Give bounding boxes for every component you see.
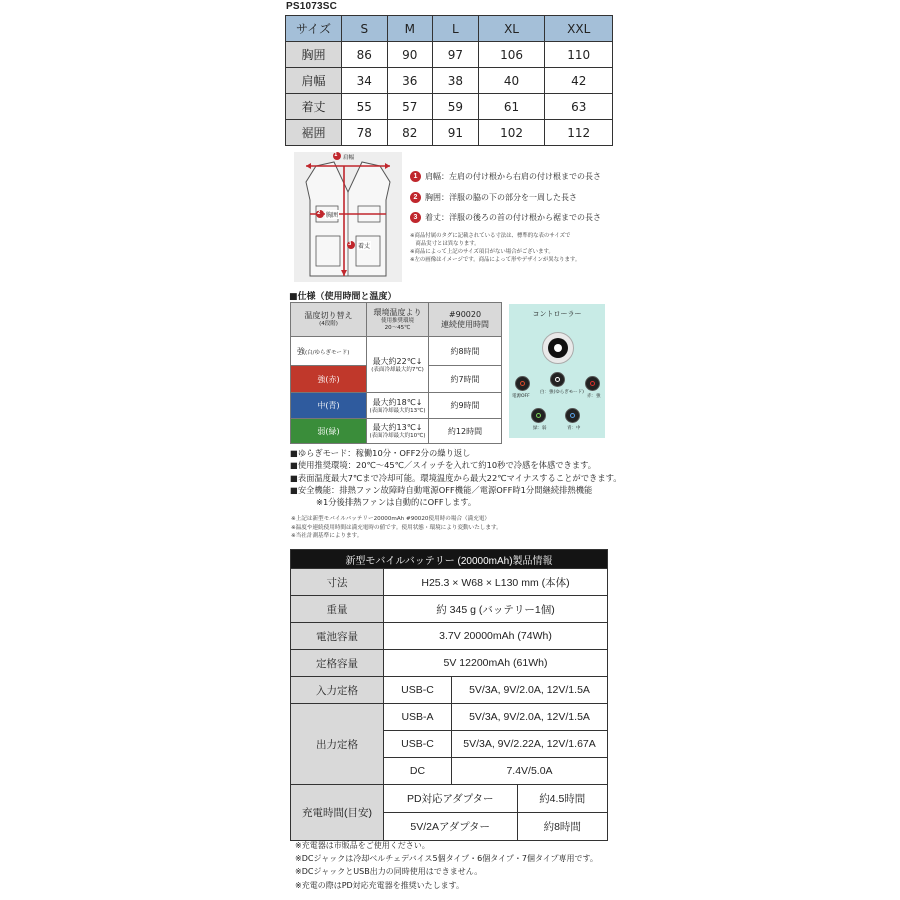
controller-knob-icon [542, 332, 574, 364]
battery-table [290, 549, 608, 841]
marker-1: 1 [334, 152, 338, 158]
table-cell: 7.4V/5.0A [452, 758, 608, 785]
table-cell: 110 [545, 42, 613, 68]
temp-text: 最大約18℃ [372, 397, 416, 407]
size-header-cell: M [387, 16, 433, 42]
legend-text: 胸囲：洋服の脇の下の部分を一周した長さ [425, 193, 577, 202]
shoulder-label: 肩幅 [343, 155, 355, 161]
table-cell: 91 [433, 120, 479, 146]
led-label: 緑：弱 [533, 426, 547, 431]
table-cell: 78 [342, 120, 388, 146]
header-text: #90020 [448, 309, 482, 319]
led-ring-icon [520, 381, 525, 386]
table-cell: 40 [478, 68, 545, 94]
controller-title: コントローラー [532, 310, 582, 318]
table-row [291, 677, 608, 704]
header-subtext: 20～45℃ [384, 324, 411, 331]
list-item: ■安全機能：排熱ファン故障時自動電源OFF機能／電源OFF時1分間継続排熱機能 [290, 484, 593, 495]
legend-text: 肩幅：左肩の付け根から右肩の付け根までの長さ [425, 172, 601, 181]
list-item: ■ゆらぎモード：稼働10分・OFF2分の繰り返し [290, 448, 471, 458]
row-label: 入力定格 [291, 677, 384, 704]
time-cell: 約12時間 [429, 419, 502, 444]
table-row [291, 623, 608, 650]
table-row [286, 42, 613, 68]
header-text: 連続使用時間 [441, 319, 489, 329]
marker-3: 3 [348, 241, 352, 247]
header-cell [429, 303, 502, 337]
table-cell: 59 [433, 94, 479, 120]
header-text: 温度切り替え [304, 311, 353, 320]
size-header-cell: XL [478, 16, 545, 42]
time-cell: 約7時間 [429, 366, 502, 393]
legend-item [410, 192, 577, 203]
table-row [286, 94, 613, 120]
led-blue-icon [565, 408, 580, 423]
spec-section-title: ■仕様（使用時間と温度） [289, 292, 397, 302]
down-arrow-icon: ↓ [415, 397, 423, 407]
temp-cell [367, 337, 429, 393]
port-cell: USB-C [384, 677, 452, 704]
size-header-cell: S [342, 16, 388, 42]
battery-notes [295, 839, 598, 892]
number-badge: 3 [410, 212, 421, 223]
table-cell: 5V 12200mAh (61Wh) [384, 650, 608, 677]
table-cell: 55 [342, 94, 388, 120]
led-ring-icon [555, 377, 560, 382]
chest-label: 胸囲 [326, 212, 339, 219]
size-notes [410, 232, 580, 264]
note-line: ※商品によって上記のサイズ項目がない場合がございます。 [410, 249, 554, 255]
spec-header-row [291, 303, 502, 337]
marker-2: 2 [317, 210, 321, 216]
controller-panel [509, 304, 605, 438]
table-cell: 5V/3A, 9V/2.0A, 12V/1.5A [452, 677, 608, 704]
charge-cell [384, 785, 608, 813]
table-cell: 36 [387, 68, 433, 94]
mode-cell: 強(赤) [291, 366, 367, 393]
table-cell: 102 [478, 120, 545, 146]
size-table [285, 15, 613, 146]
temp-cell [367, 393, 429, 419]
legend-item [410, 212, 601, 223]
temp-subtext: (表面冷却最大約7℃) [371, 366, 424, 373]
usage-notes [291, 515, 502, 541]
table-row [291, 785, 608, 813]
temp-subtext: (表面冷却最大約10℃) [369, 433, 426, 439]
note-line: ※左の画像はイメージです。商品によって形やデザインが異なります。 [410, 257, 581, 263]
row-label: 裾囲 [286, 120, 342, 146]
list-item: ■表面温度最大7℃まで冷却可能。環境温度から最大22℃マイナスすることができます。 [290, 472, 622, 483]
mode-cell: 弱(緑) [291, 419, 367, 444]
size-header-cell: L [433, 16, 479, 42]
table-cell: 82 [387, 120, 433, 146]
note-line: ※充電の際はPD対応充電器を推奨いたします。 [295, 880, 465, 890]
mode-subtext: (白/ゆらぎモード) [305, 349, 350, 356]
time-cell: 約8時間 [543, 821, 581, 833]
note-line: ※上記は新型モバイルバッテリー20000mAh #90020使用時の場合（満充電） [291, 516, 491, 522]
row-label: 寸法 [291, 569, 384, 596]
table-row [291, 419, 502, 444]
table-cell: H25.3 × W68 × L130 mm (本体) [384, 569, 608, 596]
table-cell: 34 [342, 68, 388, 94]
charge-subtable [384, 813, 607, 840]
note-line: ※DCジャックは冷却ベルチェデバイス5個タイプ・6個タイプ・7個タイプ専用です。 [295, 854, 598, 864]
list-item: ■使用推奨環境：20℃～45℃／スイッチを入れて約10秒で冷感を体感できます。 [290, 460, 597, 471]
note-line: ※当社計測基準によります。 [291, 533, 363, 540]
down-arrow-icon: ↓ [415, 423, 423, 432]
note-line: ※商品付属のタグに記載されている寸法は、標準的な表のサイズで [410, 233, 571, 239]
port-cell: USB-C [384, 731, 452, 758]
table-cell: 57 [387, 94, 433, 120]
table-row [291, 569, 608, 596]
table-row [291, 596, 608, 623]
led-ring-icon [536, 413, 541, 418]
note-line: 商品実寸とは異なります。 [410, 241, 480, 247]
row-label: 出力定格 [291, 704, 384, 785]
table-row [291, 650, 608, 677]
table-row [291, 704, 608, 731]
down-arrow-icon: ↓ [415, 356, 423, 366]
charge-subtable [384, 785, 607, 812]
table-cell: 約 345 g (バッテリー1個) [384, 596, 608, 623]
led-ring-icon [590, 381, 595, 386]
led-power-off-icon [515, 376, 530, 391]
list-item: ※1分後排熱ファンは自動的にOFFします。 [316, 497, 477, 508]
table-cell: 5V/3A, 9V/2.0A, 12V/1.5A [452, 704, 608, 731]
table-row [286, 120, 613, 146]
table-cell: 5V/3A, 9V/2.22A, 12V/1.67A [452, 731, 608, 758]
note-line: ※温度や連続使用時間は満充電時の値です。使用状態・環境により変動いたします。 [291, 524, 502, 531]
table-cell: 42 [545, 68, 613, 94]
table-row [291, 337, 502, 366]
battery-title-row [291, 550, 608, 569]
vest-diagram [294, 152, 402, 282]
temp-text: 最大約13℃ [372, 423, 416, 432]
vest-illustration [294, 152, 402, 282]
row-label: 肩幅 [286, 68, 342, 94]
led-red-icon [585, 376, 600, 391]
charge-cell [384, 813, 608, 841]
time-cell: 約9時間 [429, 393, 502, 419]
table-cell: 112 [545, 120, 613, 146]
temp-text: 最大約22℃ [372, 356, 416, 366]
table-cell: 3.7V 20000mAh (74Wh) [384, 623, 608, 650]
row-label: 定格容量 [291, 650, 384, 677]
legend-text: 着丈：洋服の後ろの首の付け根から裾までの長さ [425, 213, 601, 222]
time-cell: 約8時間 [429, 337, 502, 366]
header-cell [291, 303, 367, 337]
led-label: 赤：強 [587, 394, 601, 399]
led-label: 電源OFF [512, 394, 530, 399]
note-line: ※DCジャックとUSB出力の同時使用はできません。 [295, 867, 483, 877]
header-subtext: (4段階) [319, 321, 338, 327]
table-cell: 86 [342, 42, 388, 68]
feature-list [290, 447, 622, 508]
mode-cell [291, 337, 367, 366]
battery-title: 新型モバイルバッテリー (20000mAh)製品情報 [291, 550, 608, 569]
row-label: 電池容量 [291, 623, 384, 650]
table-cell: 61 [478, 94, 545, 120]
row-label: 充電時間(目安) [291, 785, 384, 841]
led-label: 白：強(ゆらぎモード) [540, 390, 584, 395]
adapter-cell: PD対応アダプター [384, 785, 517, 812]
port-cell: USB-A [384, 704, 452, 731]
temp-subtext: (表面冷却最大約13℃) [369, 407, 426, 414]
led-green-icon [531, 408, 546, 423]
led-white-icon [550, 372, 565, 387]
table-cell: 97 [433, 42, 479, 68]
row-label: 重量 [291, 596, 384, 623]
size-header-cell: サイズ [286, 16, 342, 42]
table-row [286, 68, 613, 94]
header-subtext: 使用推奨環境 [380, 317, 414, 324]
time-cell: 約4.5時間 [539, 793, 586, 805]
table-cell: 106 [478, 42, 545, 68]
table-cell: 90 [387, 42, 433, 68]
led-label: 青：中 [567, 426, 581, 431]
row-label: 着丈 [286, 94, 342, 120]
mode-cell: 中(青) [291, 393, 367, 419]
row-label: 胸囲 [286, 42, 342, 68]
spec-table [290, 302, 502, 444]
mode-text: 強 [297, 346, 305, 356]
size-header-cell: XXL [545, 16, 613, 42]
size-table-header [286, 16, 613, 42]
port-cell: DC [384, 758, 452, 785]
header-cell [367, 303, 429, 337]
number-badge: 2 [410, 192, 421, 203]
table-cell: 63 [545, 94, 613, 120]
number-badge: 1 [410, 171, 421, 182]
adapter-cell: 5V/2Aアダプター [384, 813, 517, 840]
note-line: ※充電器は市販品をご使用ください。 [295, 841, 430, 850]
table-row [291, 393, 502, 419]
header-text: 環境温度より [373, 307, 422, 317]
legend-item [410, 171, 601, 182]
table-cell: 38 [433, 68, 479, 94]
temp-cell [367, 419, 429, 444]
product-code: PS1073SC [286, 1, 338, 12]
length-label: 着丈 [358, 243, 371, 250]
led-ring-icon [570, 413, 575, 418]
